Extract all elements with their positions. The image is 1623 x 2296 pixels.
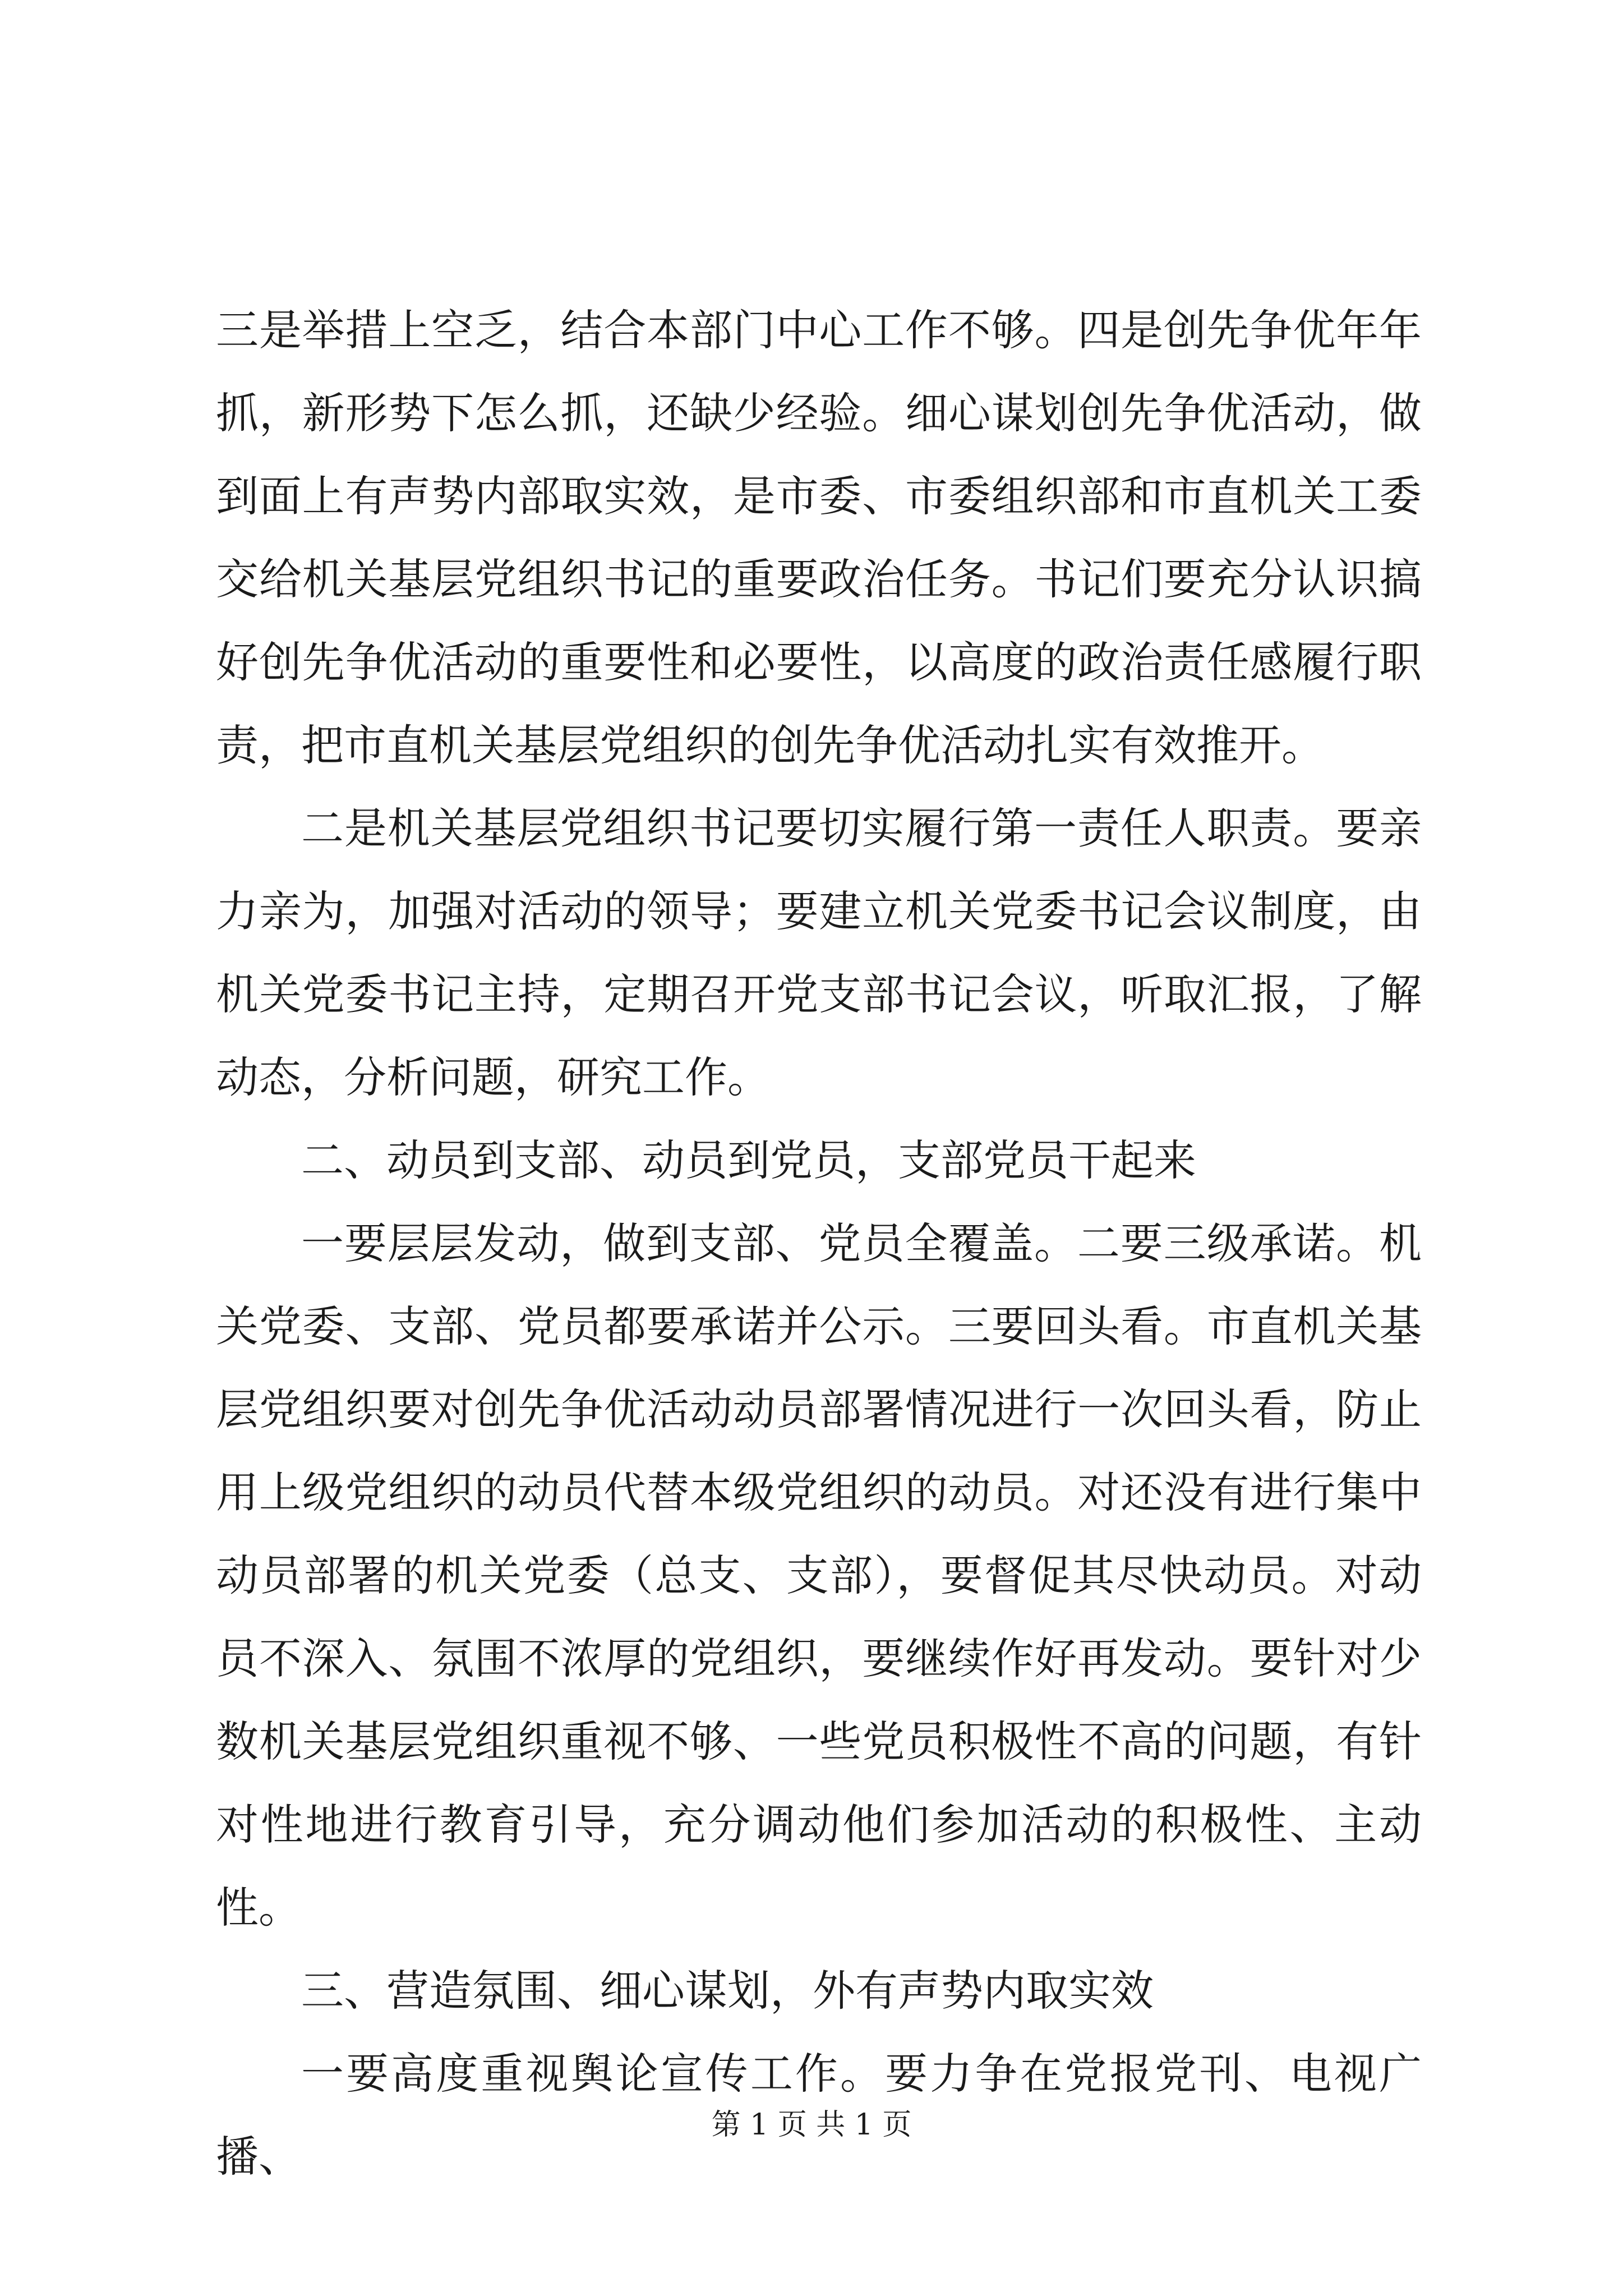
paragraph-2: 二是机关基层党组织书记要切实履行第一责任人职责。要亲力亲为，加强对活动的领导；要建立机关党委书记会议制度，由机关党委书记主持，定期召开党支部书记会议，听取汇报，了解动态，分析问题，研究工作。	[216, 803, 1422, 1102]
paragraph-1: 三是举措上空乏，结合本部门中心工作不够。四是创先争优年年抓，新形势下怎么抓，还缺少经验。细心谋划创先争优活动，做到面上有声势内部取实效，是市委、市委组织部和市直机关工委交给机关基层党组织书记的重要政治任务。书记们要充分认识搞好创先争优活动的重要性和必要性，以高度的政治责任感履行职责，把市直机关基层党组织的创先争优活动扎实有效推开。	[216, 305, 1422, 770]
section-heading-2: 二、动员到支部、动员到党员，支部党员干起来	[301, 1135, 1196, 1185]
paragraph-3: 一要层层发动，做到支部、党员全覆盖。二要三级承诺。机关党委、支部、党员都要承诺并公示。三要回头看。市直机关基层党组织要对创先争优活动动员部署情况进行一次回头看，防止用上级党组织的动员代替本级党组织的动员。对还没有进行集中动员部署的机关党委（总支、支部），要督促其尽快动员。对动员不深入、氛围不浓厚的党组织，要继续作好再发动。要针对少数机关基层党组织重视不够、一些党员积极性不高的问题，有针对性地进行教育引导，充分调动他们参加活动的积极性、主动性。	[216, 1218, 1422, 1932]
section-heading-3: 三、营造氛围、细心谋划，外有声势内取实效	[301, 1966, 1154, 2016]
page-number-footer: 第 1 页 共 1 页	[711, 2108, 912, 2142]
document-body	[216, 289, 1422, 2198]
paragraph-4: 一要高度重视舆论宣传工作。要力争在党报党刊、电视广播、	[216, 2049, 1422, 2182]
